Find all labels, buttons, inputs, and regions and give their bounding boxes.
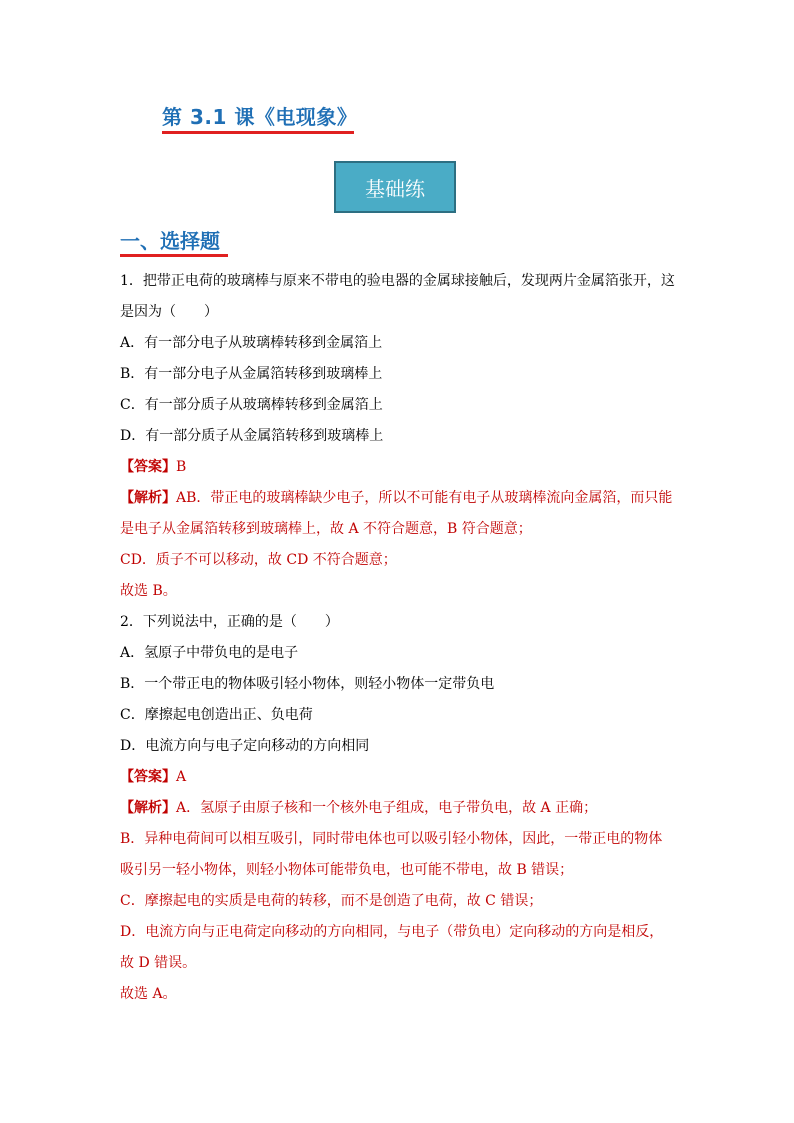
analysis-line: 是电子从金属箔转移到玻璃棒上，故 A 不符合题意，B 符合题意； <box>120 521 532 537</box>
analysis-line: 故选 B。 <box>120 583 177 599</box>
question-stem-line: 是因为（ ） <box>120 304 218 320</box>
analysis-line <box>120 483 680 514</box>
analysis-line <box>120 793 680 824</box>
option-c: C．摩擦起电创造出正、负电荷 <box>120 707 313 723</box>
analysis-line: B．异种电荷间可以相互吸引，同时带电体也可以吸引轻小物体，因此，一带正电的物体 <box>120 831 663 847</box>
option-d: D．有一部分质子从金属箔转移到玻璃棒上 <box>120 428 384 444</box>
analysis-line: D．电流方向与正电荷定向移动的方向相同，与电子（带负电）定向移动的方向是相反， <box>120 924 664 940</box>
option-a: A．氢原子中带负电的是电子 <box>120 645 299 661</box>
option-b: B．一个带正电的物体吸引轻小物体，则轻小物体一定带负电 <box>120 676 495 692</box>
analysis-text: A．氢原子由原子核和一个核外电子组成，电子带负电，故 A 正确； <box>176 800 598 816</box>
analysis-line: C．摩擦起电的实质是电荷的转移，而不是创造了电荷，故 C 错误； <box>120 893 543 909</box>
question-stem-line: 2．下列说法中，正确的是（ ） <box>120 614 339 630</box>
analysis-line: 故 D 错误。 <box>120 955 197 971</box>
analysis-tag: 【解析】 <box>120 800 176 816</box>
practice-level-badge: 基础练 <box>334 161 456 213</box>
option-d: D．电流方向与电子定向移动的方向相同 <box>120 738 370 754</box>
analysis-line: 故选 A。 <box>120 986 177 1002</box>
title-underline <box>162 131 354 134</box>
option-a: A．有一部分电子从玻璃棒转移到金属箔上 <box>120 335 383 351</box>
answer-line <box>120 762 680 793</box>
analysis-line: CD．质子不可以移动，故 CD 不符合题意； <box>120 552 397 568</box>
section-underline <box>120 254 228 257</box>
section-heading-block <box>120 228 228 257</box>
lesson-title: 第 3.1 课《电现象》 <box>162 105 358 129</box>
analysis-tag: 【解析】 <box>120 490 176 506</box>
option-c: C．有一部分质子从玻璃棒转移到金属箔上 <box>120 397 383 413</box>
answer-value: B <box>176 459 187 475</box>
lesson-title-block <box>162 103 357 134</box>
question-stem-line: 1．把带正电荷的玻璃棒与原来不带电的验电器的金属球接触后，发现两片金属箔张开，这 <box>120 273 675 289</box>
question-2 <box>120 607 680 1010</box>
answer-tag: 【答案】 <box>120 459 176 475</box>
answer-tag: 【答案】 <box>120 769 176 785</box>
analysis-text: AB．带正电的玻璃棒缺少电子，所以不可能有电子从玻璃棒流向金属箔，而只能 <box>176 490 673 506</box>
option-b: B．有一部分电子从金属箔转移到玻璃棒上 <box>120 366 383 382</box>
question-1 <box>120 266 680 607</box>
analysis-line: 吸引另一轻小物体，则轻小物体可能带负电，也可能不带电，故 B 错误； <box>120 862 574 878</box>
answer-line <box>120 452 680 483</box>
section-heading: 一、选择题 <box>120 229 220 253</box>
questions-content <box>120 266 680 1010</box>
answer-value: A <box>176 769 187 785</box>
